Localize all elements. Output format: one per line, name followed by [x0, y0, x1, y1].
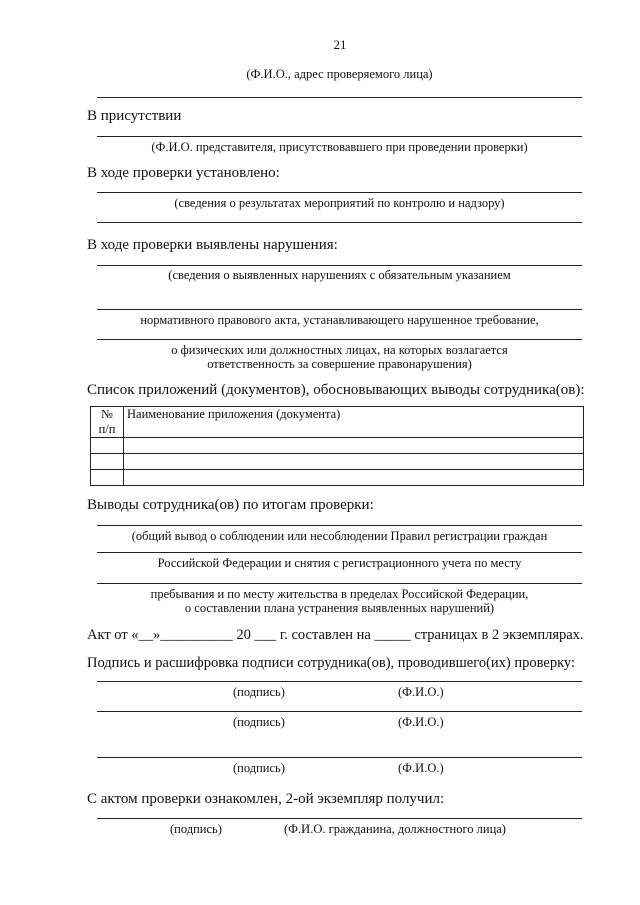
page-number: 21 — [333, 37, 347, 52]
signature-line — [97, 339, 582, 340]
signature-label: (подпись) — [233, 761, 285, 775]
violations-caption-1: (сведения о выявленных нарушениях с обязательным указанием — [168, 268, 511, 282]
signature-line — [97, 136, 582, 137]
conclusions-caption-3a: пребывания и по месту жительства в пределах Российской Федерации, — [150, 587, 529, 601]
acquainted-signature-label: (подпись) — [170, 822, 222, 836]
conclusions-heading: Выводы сотрудника(ов) по итогам проверки: — [87, 497, 374, 513]
signature-label: (подпись) — [233, 685, 285, 699]
signature-line — [97, 525, 582, 526]
signature-line — [97, 309, 582, 310]
fio-label: (Ф.И.О.) — [398, 761, 444, 775]
col-number-label: № — [101, 407, 113, 421]
signature-line — [97, 711, 582, 712]
attachments-table — [90, 406, 584, 486]
signature-line — [97, 97, 582, 98]
attachments-heading: Список приложений (документов), обосновывающих выводы сотрудника(ов): — [87, 382, 585, 398]
presence-heading: В присутствии — [87, 108, 182, 124]
signature-line — [97, 681, 582, 682]
col-number-header — [91, 407, 124, 438]
violations-caption-3a: о физических или должностных лицах, на которых возлагается — [171, 343, 508, 357]
table-row — [91, 470, 584, 486]
table-row — [91, 438, 584, 454]
table-header-row — [91, 407, 584, 438]
conclusions-caption-3b: о составлении плана устранения выявленных нарушений) — [184, 601, 495, 615]
table-row — [91, 454, 584, 470]
signature-line — [97, 583, 582, 584]
violations-caption-2: нормативного правового акта, устанавливающего нарушенное требование, — [140, 313, 539, 327]
established-heading: В ходе проверки установлено: — [87, 165, 280, 181]
signature-heading: Подпись и расшифровка подписи сотрудника(ов), проводившего(их) проверку: — [87, 655, 575, 671]
inspected-person-caption: (Ф.И.О., адрес проверяемого лица) — [246, 67, 433, 81]
act-statement: Акт от «__»__________ 20 ___ г. составлен на _____ страницах в 2 экземплярах. — [87, 627, 584, 643]
conclusions-caption-2: Российской Федерации и снятия с регистрационного учета по месту — [157, 556, 522, 570]
fio-label: (Ф.И.О.) — [398, 685, 444, 699]
violations-heading: В ходе проверки выявлены нарушения: — [87, 237, 338, 253]
signature-line — [97, 265, 582, 266]
signature-line — [97, 552, 582, 553]
signature-line — [97, 192, 582, 193]
conclusions-caption-1: (общий вывод о соблюдении или несоблюдении Правил регистрации граждан — [131, 529, 548, 543]
acquainted-fio-label: (Ф.И.О. гражданина, должностного лица) — [284, 822, 506, 836]
presence-caption: (Ф.И.О. представителя, присутствовавшего при проведении проверки) — [151, 140, 528, 154]
signature-line — [97, 222, 582, 223]
col-name-header: Наименование приложения (документа) — [124, 407, 584, 438]
signature-label: (подпись) — [233, 715, 285, 729]
fio-label: (Ф.И.О.) — [398, 715, 444, 729]
acquainted-heading: С актом проверки ознакомлен, 2-ой экземпляр получил: — [87, 791, 445, 807]
signature-line — [97, 818, 582, 819]
signature-line — [97, 757, 582, 758]
col-number-label-2: п/п — [98, 422, 116, 436]
violations-caption-3b: ответственность за совершение правонарушения) — [207, 357, 472, 371]
established-caption: (сведения о результатах мероприятий по контролю и надзору) — [174, 196, 505, 210]
